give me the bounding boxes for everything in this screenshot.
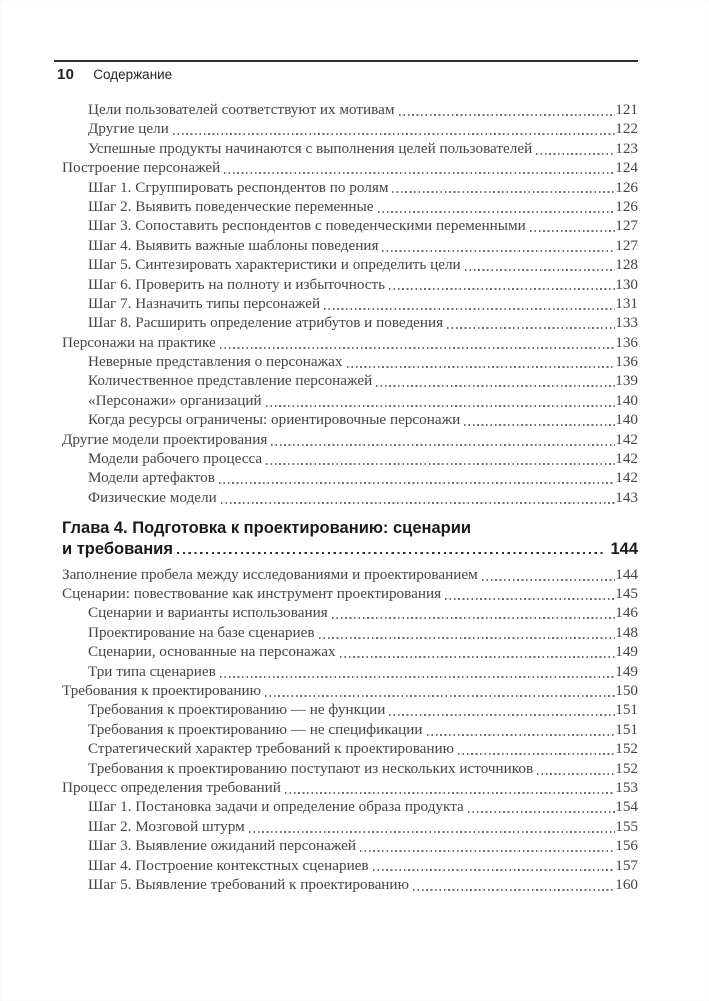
toc-entry bbox=[62, 139, 638, 158]
dot-leader bbox=[224, 172, 615, 174]
dot-leader bbox=[219, 482, 615, 484]
toc-entry-page: 152 bbox=[615, 740, 638, 758]
dot-leader bbox=[530, 230, 615, 232]
toc-entry-title: Другие цели bbox=[88, 120, 169, 138]
dot-leader bbox=[266, 405, 616, 407]
dot-leader bbox=[266, 463, 615, 465]
toc-entry-page: 126 bbox=[615, 178, 638, 196]
toc-entry-page: 153 bbox=[615, 779, 638, 796]
toc-entry-title: Физические модели bbox=[88, 488, 217, 506]
toc-entry-title: Количественное представление персонажей bbox=[88, 372, 373, 390]
dot-leader bbox=[468, 811, 615, 813]
dot-leader bbox=[319, 637, 616, 639]
toc-entry bbox=[62, 294, 638, 313]
toc-entry-title: Шаг 2. Мозговой штурм bbox=[88, 817, 245, 835]
toc-entry-page: 123 bbox=[615, 139, 638, 157]
toc-entry-page: 136 bbox=[615, 353, 638, 371]
toc-entry bbox=[62, 119, 638, 138]
toc-entry bbox=[62, 197, 638, 216]
toc-entry bbox=[62, 623, 638, 642]
dot-leader bbox=[220, 347, 615, 349]
toc-entry-title: Три типа сценариев bbox=[88, 662, 216, 680]
toc-entry-page: 157 bbox=[615, 856, 638, 874]
dot-leader bbox=[465, 269, 616, 271]
toc-entry-page: 151 bbox=[615, 720, 638, 738]
dot-leader bbox=[285, 792, 615, 794]
toc-entry bbox=[62, 410, 638, 429]
toc-entry-title: Шаг 5. Выявление требований к проектированию bbox=[88, 875, 409, 893]
toc-entry-page: 127 bbox=[615, 236, 638, 254]
toc-entry-page: 156 bbox=[615, 837, 638, 855]
running-head bbox=[57, 66, 172, 84]
toc-entry bbox=[62, 158, 638, 177]
toc-entry bbox=[62, 178, 638, 197]
toc-entry-title: Другие модели проектирования bbox=[62, 430, 268, 448]
toc-entry bbox=[62, 584, 638, 603]
chapter-heading-line2-text: и требования bbox=[62, 539, 173, 558]
toc-entry-page: 143 bbox=[615, 488, 638, 506]
toc-entry bbox=[62, 759, 638, 778]
chapter-heading-line2 bbox=[62, 539, 638, 559]
dot-leader bbox=[389, 714, 615, 716]
toc-entry-page: 151 bbox=[615, 701, 638, 719]
toc-entry-title: Требования к проектированию bbox=[62, 682, 261, 700]
toc-entry-page: 124 bbox=[615, 159, 638, 177]
toc-entry-title: Стратегический характер требований к проектированию bbox=[88, 740, 455, 758]
toc-entry bbox=[62, 468, 638, 487]
toc-entry bbox=[62, 313, 638, 332]
dot-leader bbox=[340, 656, 616, 658]
dot-leader bbox=[221, 502, 615, 504]
toc-entry-page: 131 bbox=[615, 294, 638, 312]
toc-entry-title: Процесс определения требований bbox=[62, 779, 281, 796]
toc-entry bbox=[62, 797, 638, 816]
toc-entry-page: 133 bbox=[615, 314, 638, 332]
dot-leader bbox=[482, 579, 615, 581]
dot-leader bbox=[464, 424, 615, 426]
dot-leader bbox=[271, 444, 615, 446]
toc-entry bbox=[62, 449, 638, 468]
dot-leader bbox=[265, 695, 615, 697]
dot-leader bbox=[382, 250, 615, 252]
toc-entry bbox=[62, 603, 638, 622]
toc-entry bbox=[62, 720, 638, 739]
toc-entry bbox=[62, 778, 638, 797]
toc-entry-title: Шаг 3. Выявление ожиданий персонажей bbox=[88, 837, 356, 855]
toc-entry bbox=[62, 255, 638, 274]
toc-entry-title: «Персонажи» организаций bbox=[88, 391, 262, 409]
toc-entry-page: 126 bbox=[615, 197, 638, 215]
chapter-heading bbox=[62, 519, 638, 559]
toc-entry-page: 128 bbox=[615, 256, 638, 274]
toc-entry-title: Построение персонажей bbox=[62, 159, 221, 177]
toc-entry-page: 140 bbox=[615, 391, 638, 409]
toc-entry bbox=[62, 275, 638, 294]
toc-entry-page: 127 bbox=[615, 217, 638, 235]
dot-leader bbox=[392, 191, 615, 193]
toc-entry-page: 142 bbox=[615, 430, 638, 448]
running-head-title: Содержание bbox=[93, 67, 173, 82]
dot-leader bbox=[536, 153, 615, 155]
running-head-rule bbox=[54, 60, 638, 62]
toc-entry bbox=[62, 216, 638, 235]
dot-leader bbox=[458, 753, 615, 755]
toc-entry bbox=[62, 352, 638, 371]
toc-entry-title: Требования к проектированию поступают из нескольких источников bbox=[88, 759, 534, 777]
dot-leader bbox=[373, 869, 616, 871]
dot-leader bbox=[332, 617, 615, 619]
toc-entry-page: 145 bbox=[615, 585, 638, 603]
dot-leader bbox=[220, 676, 615, 678]
toc-entry-title: Шаг 1. Сгруппировать респондентов по ролям bbox=[88, 178, 389, 196]
toc-entry bbox=[62, 681, 638, 700]
toc-entry bbox=[62, 836, 638, 855]
toc-entry bbox=[62, 100, 638, 119]
toc-entry-title: Персонажи на практике bbox=[62, 333, 216, 351]
toc-entry-page: 155 bbox=[615, 817, 638, 835]
dot-leader bbox=[445, 598, 615, 600]
dot-leader bbox=[399, 114, 616, 116]
toc-entry-title: Шаг 2. Выявить поведенческие переменные bbox=[88, 197, 374, 215]
toc-entry-page: 150 bbox=[615, 682, 638, 700]
toc-entry-page: 140 bbox=[615, 411, 638, 429]
toc-entry-page: 130 bbox=[615, 275, 638, 293]
toc-entry-title: Заполнение пробела между исследованиями и проектированием bbox=[62, 565, 478, 583]
dot-leader bbox=[378, 211, 616, 213]
dot-leader bbox=[324, 308, 615, 310]
toc-entry-page: 121 bbox=[615, 101, 638, 118]
toc-entry-title: Шаг 3. Сопоставить респондентов с поведенческими переменными bbox=[88, 217, 526, 235]
dot-leader bbox=[376, 385, 615, 387]
dot-leader bbox=[537, 773, 615, 775]
running-page-number: 10 bbox=[57, 66, 75, 83]
chapter-heading-line1: Глава 4. Подготовка к проектированию: сценарии bbox=[62, 519, 472, 538]
dot-leader bbox=[447, 327, 615, 329]
dot-leader bbox=[413, 889, 615, 891]
toc-entry-page: 149 bbox=[615, 662, 638, 680]
dot-leader bbox=[360, 850, 615, 852]
toc-entry-title: Неверные представления о персонажах bbox=[88, 353, 343, 371]
dot-leader bbox=[173, 133, 615, 135]
dot-leader bbox=[389, 288, 615, 290]
toc-entry-title: Проектирование на базе сценариев bbox=[88, 623, 315, 641]
dot-leader bbox=[347, 366, 616, 368]
dot-leader bbox=[249, 831, 615, 833]
toc-entry-page: 154 bbox=[615, 798, 638, 816]
toc-entry-title: Успешные продукты начинаются с выполнения целей пользователей bbox=[88, 139, 533, 157]
toc-entry bbox=[62, 856, 638, 875]
toc-entry bbox=[62, 333, 638, 352]
toc-list bbox=[62, 100, 638, 894]
toc-entry-title: Шаг 5. Синтезировать характеристики и определить цели bbox=[88, 256, 461, 274]
toc-entry bbox=[62, 488, 638, 507]
toc-entry-page: 146 bbox=[615, 604, 638, 622]
toc-entry-page: 139 bbox=[615, 372, 638, 390]
toc-entry-title: Шаг 4. Построение контекстных сценариев bbox=[88, 856, 369, 874]
toc-entry-title: Шаг 8. Расширить определение атрибутов и поведения bbox=[88, 314, 444, 332]
toc-entry bbox=[62, 817, 638, 836]
toc-entry-title: Требования к проектированию — не спецификации bbox=[88, 720, 423, 738]
toc-entry-page: 142 bbox=[615, 450, 638, 468]
toc-entry bbox=[62, 430, 638, 449]
chapter-heading-page: 144 bbox=[610, 539, 638, 558]
toc-entry bbox=[62, 662, 638, 681]
toc-entry-title: Шаг 7. Назначить типы персонажей bbox=[88, 294, 321, 312]
toc-entry-title: Шаг 4. Выявить важные шаблоны поведения bbox=[88, 236, 379, 254]
toc-entry bbox=[62, 642, 638, 661]
toc-entry-title: Когда ресурсы ограничены: ориентировочные персонажи bbox=[88, 411, 461, 429]
toc-entry-title: Сценарии и варианты использования bbox=[88, 604, 328, 622]
toc-entry-page: 144 bbox=[615, 565, 638, 583]
toc-entry-page: 122 bbox=[615, 120, 638, 138]
toc-entry bbox=[62, 739, 638, 758]
toc-entry-title: Требования к проектированию — не функции bbox=[88, 701, 386, 719]
toc-entry bbox=[62, 391, 638, 410]
toc-entry bbox=[62, 371, 638, 390]
toc-entry-title: Цели пользователей соответствуют их мотивам bbox=[88, 101, 395, 118]
toc-entry-title: Сценарии: повествование как инструмент проектирования bbox=[62, 585, 442, 603]
toc-entry-title: Модели рабочего процесса bbox=[88, 450, 263, 468]
dot-leader bbox=[427, 734, 616, 736]
toc-entry bbox=[62, 236, 638, 255]
toc-entry-title: Шаг 1. Постановка задачи и определение образа продукта bbox=[88, 798, 464, 816]
toc-entry-title: Шаг 6. Проверить на полноту и избыточность bbox=[88, 275, 386, 293]
toc-entry-page: 142 bbox=[615, 469, 638, 487]
toc-entry-page: 136 bbox=[615, 333, 638, 351]
toc-entry bbox=[62, 565, 638, 584]
toc-entry bbox=[62, 700, 638, 719]
toc-entry-page: 149 bbox=[615, 643, 638, 661]
toc-entry-title: Сценарии, основанные на персонажах bbox=[88, 643, 336, 661]
toc-entry-title: Модели артефактов bbox=[88, 469, 215, 487]
toc-entry-page: 152 bbox=[615, 759, 638, 777]
toc-entry-page: 148 bbox=[615, 623, 638, 641]
toc-entry bbox=[62, 875, 638, 894]
toc-entry-page: 160 bbox=[615, 875, 638, 893]
dot-leader bbox=[177, 552, 605, 555]
